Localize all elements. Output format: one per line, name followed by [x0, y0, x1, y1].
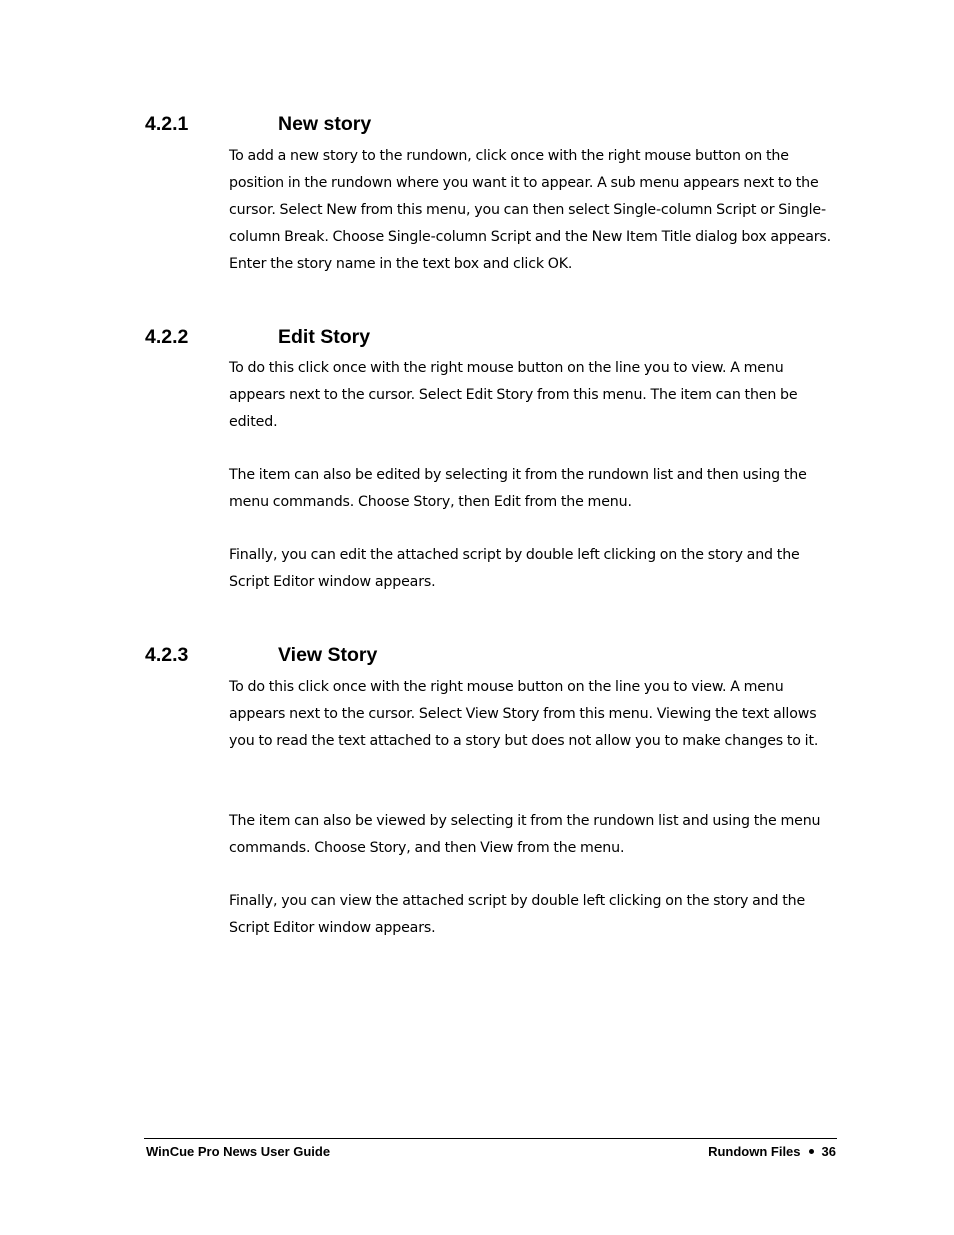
section-number: 4.2.1 [145, 113, 189, 135]
paragraph: The item can also be viewed by selecting it from the rundown list and using the menu commands. Choose Story, and then View from the menu. [229, 813, 821, 856]
page-footer [144, 1142, 837, 1162]
footer-section-name: Rundown Files [708, 1144, 801, 1159]
section-title: View Story [278, 644, 378, 666]
section-heading-4-2-1 [145, 112, 845, 136]
section-title: Edit Story [278, 326, 371, 348]
section-heading-4-2-2 [145, 325, 845, 349]
section-number: 4.2.3 [145, 644, 189, 666]
footer-page-number: 36 [821, 1144, 836, 1159]
paragraph: Finally, you can edit the attached script by double left clicking on the story and the Script Editor window appears. [229, 547, 800, 590]
footer-divider [144, 1138, 837, 1139]
paragraph: The item can also be edited by selecting it from the rundown list and then using the menu commands. Choose Story, then Edit from the menu. [229, 467, 807, 510]
footer-document-title: WinCue Pro News User Guide [146, 1144, 331, 1159]
bullet-icon [809, 1149, 814, 1154]
paragraph: To do this click once with the right mouse button on the line you to view. A menu appears next to the cursor. Select Edit Story from this menu. The item can then be edited. [229, 360, 798, 430]
paragraph: To add a new story to the rundown, click once with the right mouse button on the position in the rundown where you want it to appear. A sub menu appears next to the cursor. Select New from this menu, you can then select Single-column Script or Single-column Break. Choose Single-column Script and the New Item Title dialog box appears. Enter the story name in the text box and click OK. [229, 148, 832, 272]
section-heading-4-2-3 [145, 643, 845, 667]
section-title: New story [278, 113, 372, 135]
paragraph: Finally, you can view the attached script by double left clicking on the story and the Script Editor window appears. [229, 893, 806, 936]
footer-page-info [708, 1142, 836, 1162]
section-number: 4.2.2 [145, 326, 189, 348]
paragraph: To do this click once with the right mouse button on the line you to view. A menu appears next to the cursor. Select View Story from this menu. Viewing the text allows you to read the text attached to a story but does not allow you to make changes to it. [229, 679, 819, 749]
